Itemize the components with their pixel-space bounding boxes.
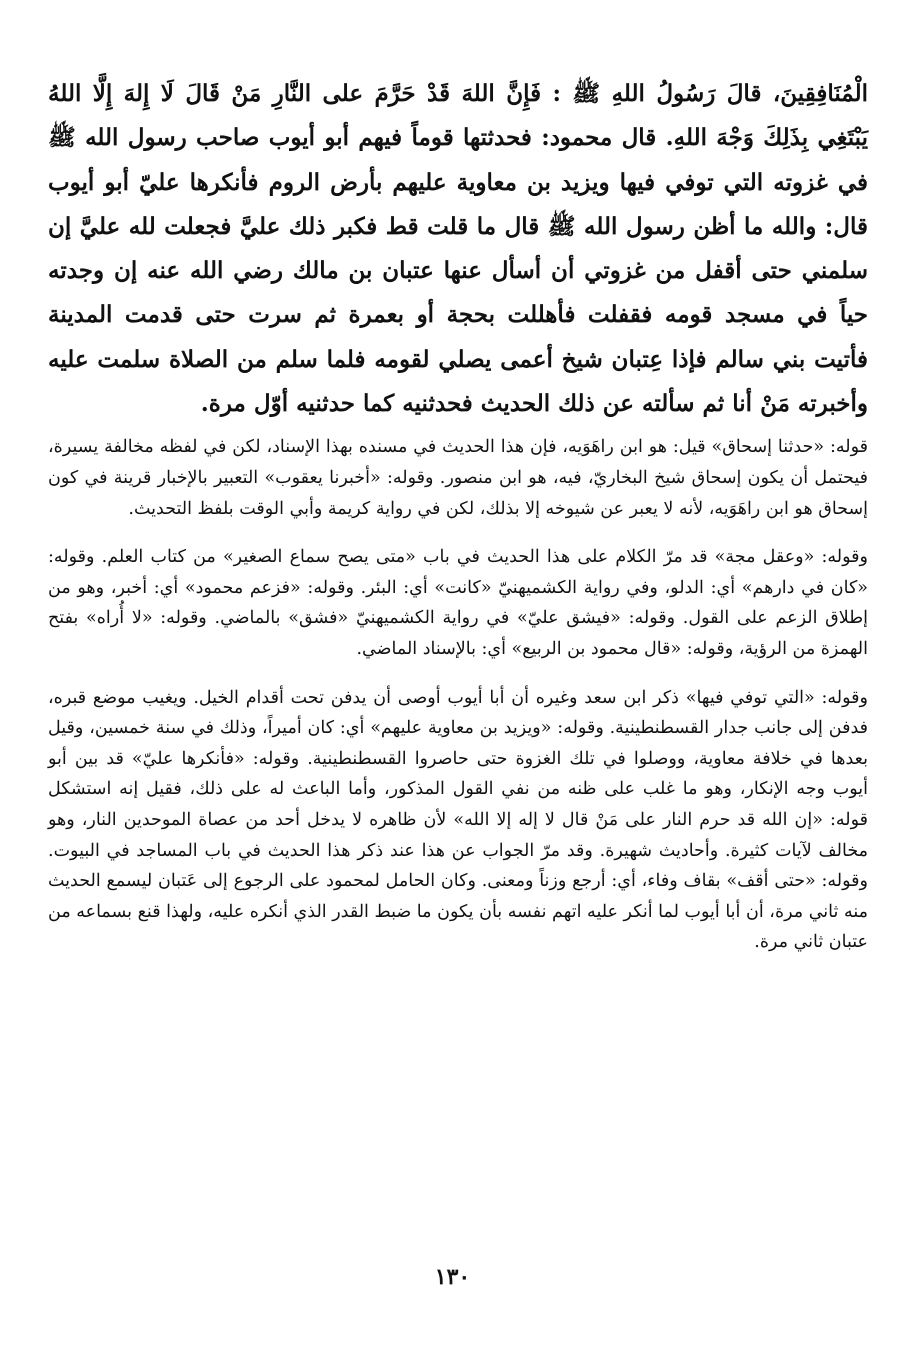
commentary-paragraph-1: قوله: «حدثنا إسحاق» قيل: هو ابن راهَوَيه، فإن هذا الحديث في مسنده بهذا الإسناد، لكن في لفظه مخالفة يسيرة، فيحتمل أن يكون إسحاق شيخ البخاريّ، فيه، هو ابن منصور. وقوله: «أخبرنا يعقوب» التعبير بالإخبار قرينة في كون إسحاق هو ابن راهَوَيه، لأنه لا يعبر عن شيوخه إلا بذلك، لكن في رواية كريمة وأبي الوقت بلفظ التحديث.: [48, 437, 868, 519]
page-content: [48, 72, 868, 976]
page-number: ١٣٠: [434, 1264, 471, 1290]
hadith-text: الْمُنَافِقِينَ، قالَ رَسُولُ اللهِ ﷺ : فَإِنَّ اللهَ قَدْ حَرَّمَ على النَّارِ مَنْ قَالَ لَا إِلهَ إِلَّا اللهُ يَبْتَغِي بِذَلِكَ وَجْهَ اللهِ. قال محمود: فحدثتها قوماً فيهم أبو أيوب صاحب رسول الله ﷺ في غزوته التي توفي فيها ويزيد بن معاوية عليهم بأرض الروم فأنكرها عليّ أبو أيوب قال: والله ما أظن رسول الله ﷺ قال ما قلت قط فكبر ذلك عليَّ فجعلت لله عليَّ إن سلمني حتى أقفل من غزوتي أن أسأل عنها عتبان بن مالك رضي الله عنه إن وجدته حياً في مسجد قومه فقفلت فأهللت بحجة أو بعمرة ثم سرت حتى قدمت المدينة فأتيت بني سالم فإذا عِتبان شيخ أعمى يصلي لقومه فلما سلم من الصلاة سلمت عليه وأخبرته مَنْ أنا ثم سألته عن ذلك الحديث فحدثنيه كما حدثنيه أوّل مرة.: [48, 80, 868, 418]
commentary-paragraph-2: وقوله: «وعقل مجة» قد مرّ الكلام على هذا الحديث في باب «متى يصح سماع الصغير» من كتاب العلم. وقوله: «كان في دارهم» أي: الدلو، وفي رواية الكشميهنيّ «كانت» أي: البئر. وقوله: «فزعم محمود» أي: أخبر، وهو من إطلاق الزعم على القول. وقوله: «فيشق عليّ» في رواية الكشميهنيّ «فشق» بالماضي. وقوله: «لا أُراه» بفتح الهمزة من الرؤية، وقوله: «قال محمود بن الربيع» أي: بالإسناد الماضي.: [48, 547, 868, 659]
commentary-paragraph-3: وقوله: «التي توفي فيها» ذكر ابن سعد وغيره أن أبا أيوب أوصى أن يدفن تحت أقدام الخيل. ويغيب موضع قبره، فدفن إلى جانب جدار القسطنطينية. وقوله: «ويزيد بن معاوية عليهم» أي: كان أميراً، وذلك في سنة خمسين، وقيل بعدها في خلافة معاوية، ووصلوا في تلك الغزوة حتى حاصروا القسطنطينية. وقوله: «فأنكرها عليّ» قد بين أبو أيوب وجه الإنكار، وهو ما غلب على ظنه من نفي القول المذكور، وأما الباعث له على ذلك، فقيل إنه استشكل قوله: «إن الله قد حرم النار على مَنْ قال لا إله إلا الله» لأن ظاهره لا يدخل أحد من عصاة الموحدين النار، وهو مخالف لآيات كثيرة. وأحاديث شهيرة. وقد مرّ الجواب عن هذا عند ذكر هذا الحديث في باب المساجد في البيوت. وقوله: «حتى أقف» بقاف وفاء، أي: أرجع وزناً ومعنى. وكان الحامل لمحمود على الرجوع إلى عَتبان ليسمع الحديث منه ثاني مرة، أن أبا أيوب لما أنكر عليه اتهم نفسه بأن يكون ما ضبط القدر الذي أنكره عليه، ولهذا قنع بسماعه من عتبان ثاني مرة.: [48, 687, 868, 953]
